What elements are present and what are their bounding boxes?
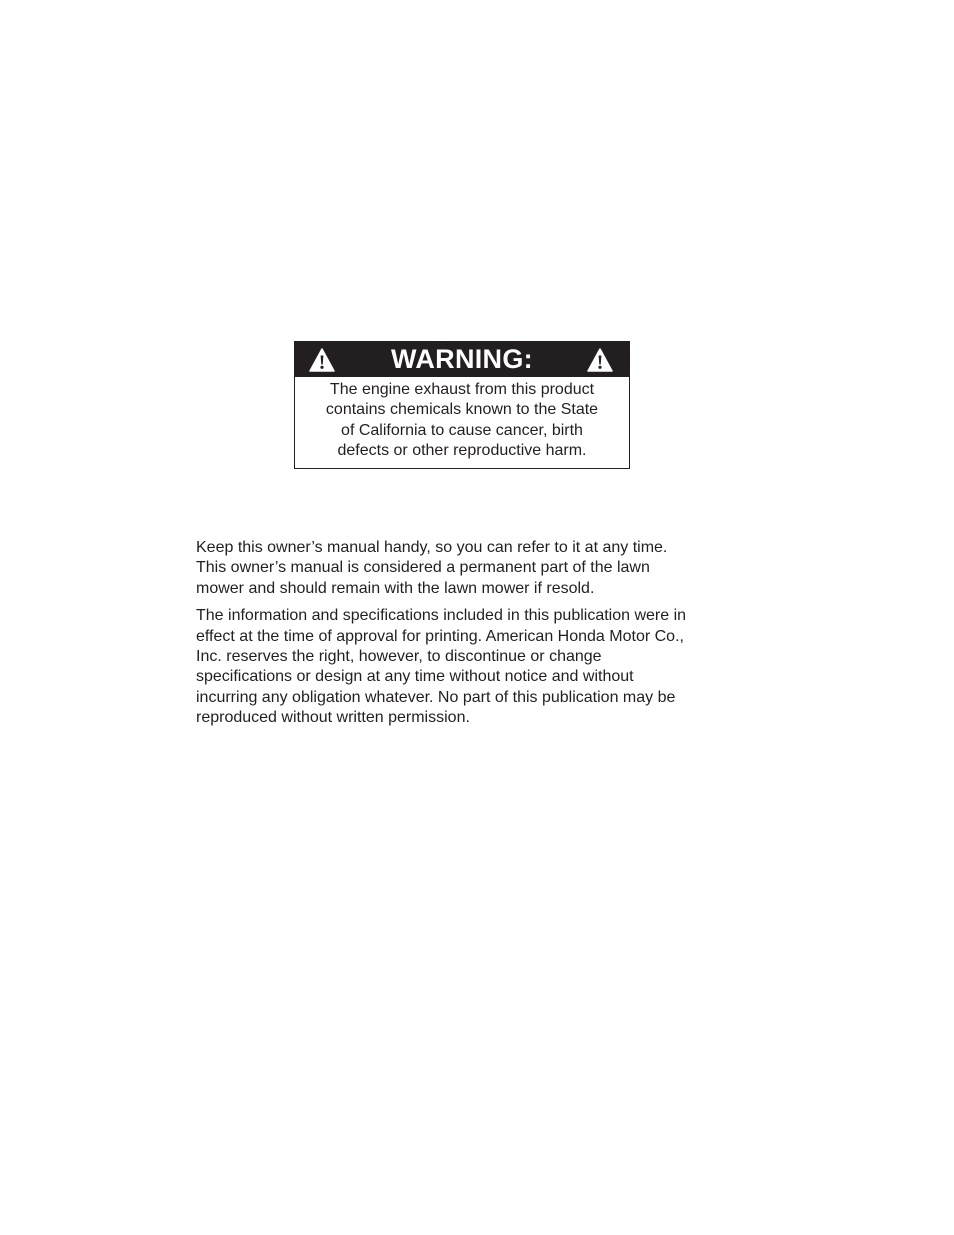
warning-line: The engine exhaust from this product xyxy=(329,381,595,398)
paragraph-line: This owner’s manual is considered a permanent part of the lawn xyxy=(196,559,650,577)
warning-box xyxy=(294,341,630,469)
warning-line: contains chemicals known to the State xyxy=(325,401,599,419)
paragraph-line: Keep this owner’s manual handy, so you can refer to it at any time. xyxy=(196,539,668,556)
warning-line: of California to cause cancer, birth xyxy=(341,421,583,439)
warning-header xyxy=(295,342,629,377)
specifications-paragraph xyxy=(196,606,736,728)
manual-notice xyxy=(196,538,736,736)
paragraph-line: Inc. reserves the right, however, to discontinue or change xyxy=(196,647,602,665)
paragraph-line: reproduced without written permission. xyxy=(196,708,470,726)
paragraph-line: specifications or design at any time without notice and without xyxy=(196,668,634,686)
paragraph-line: mower and should remain with the lawn mower if resold. xyxy=(196,579,595,597)
warning-line: defects or other reproductive harm. xyxy=(337,442,587,460)
warning-triangle-icon xyxy=(587,348,613,372)
manual-handy-paragraph xyxy=(196,538,736,599)
paragraph-line: effect at the time of approval for printing. American Honda Motor Co., xyxy=(196,627,684,645)
warning-text xyxy=(295,380,629,462)
paragraph-line: The information and specifications included in this publication were in xyxy=(196,607,687,625)
warning-title: WARNING: xyxy=(391,344,533,374)
paragraph-line: incurring any obligation whatever. No part of this publication may be xyxy=(196,688,676,706)
